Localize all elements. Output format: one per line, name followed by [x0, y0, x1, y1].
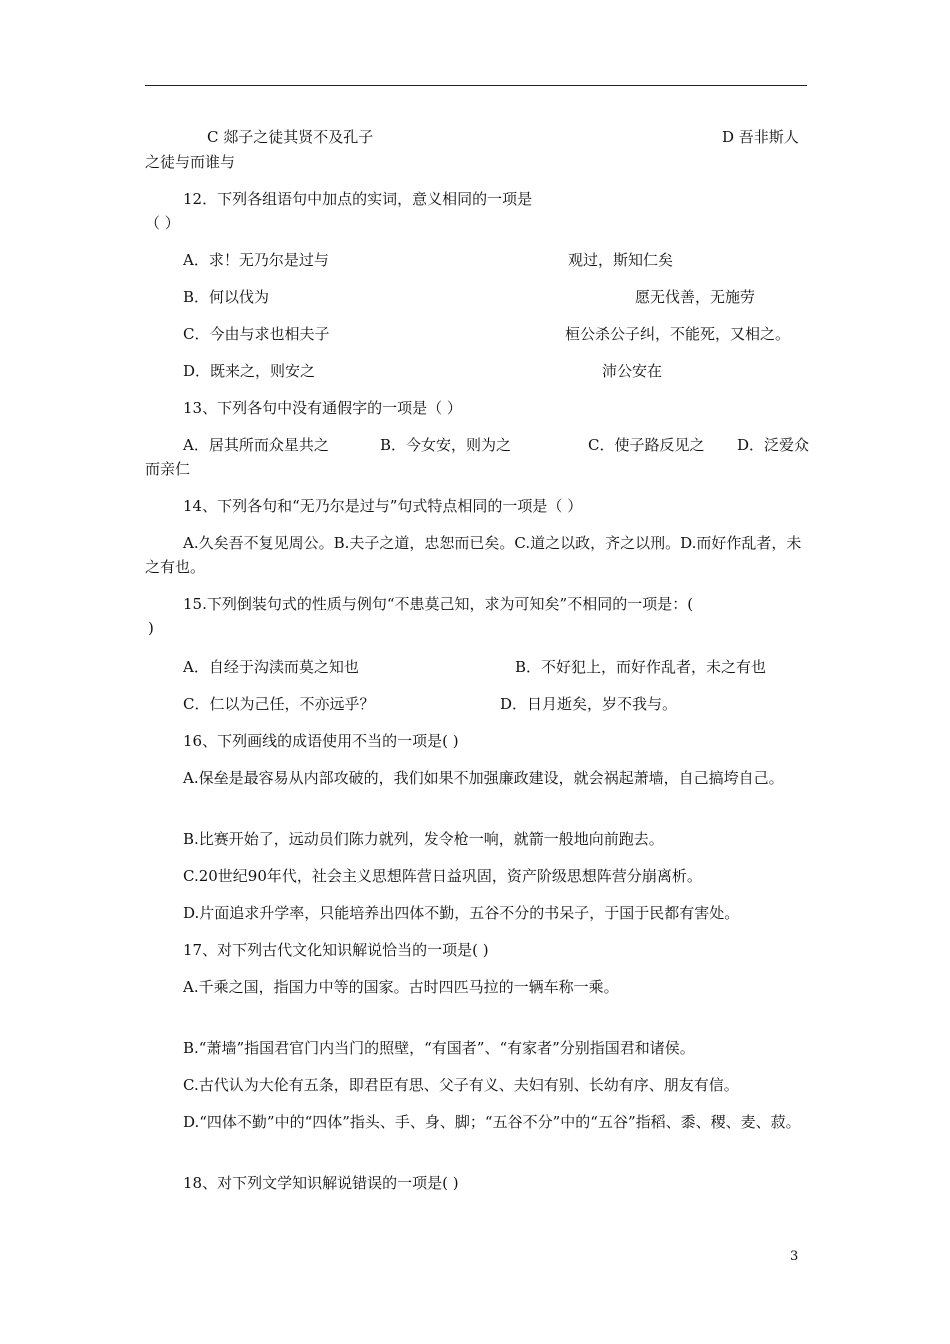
q17-stem: 17、对下列古代文化知识解说恰当的一项是( ) — [183, 941, 489, 959]
q14-stem: 14、下列各句和“无乃尔是过与”句式特点相同的一项是（ ） — [183, 497, 583, 515]
q13-stem: 13、下列各句中没有通假字的一项是（ ） — [183, 399, 462, 417]
q15-option-c: C．仁以为己任，不亦远乎？ — [183, 695, 375, 713]
q17-option-c: C.古代认为大伦有五条，即君臣有思、父子有义、夫妇有别、长幼有序、朋友有信。 — [183, 1076, 739, 1094]
q12-option-d-right: 沛公安在 — [602, 362, 663, 380]
q16-stem: 16、下列画线的成语使用不当的一项是( ) — [183, 732, 459, 750]
q12-answer-paren: （ ） — [145, 214, 180, 232]
q13-option-c: C．使子路反见之 — [588, 436, 705, 454]
q15-option-b: B．不好犯上，而好作乱者，未之有也 — [515, 658, 767, 676]
q15-option-d: D．日月逝矣，岁不我与。 — [500, 695, 678, 713]
q13-option-d: D．泛爱众 — [737, 436, 810, 454]
q15-option-a: A．自经于沟渎而莫之知也 — [183, 658, 359, 676]
q17-option-a: A.千乘之国，指国力中等的国家。古时四匹马拉的一辆车称一乘。 — [183, 978, 619, 996]
q12-option-c-left: C．今由与求也相夫子 — [183, 325, 330, 343]
q13-option-a: A．居其所而众星共之 — [183, 436, 329, 454]
q18-stem: 18、对下列文学知识解说错误的一项是( ) — [183, 1174, 459, 1192]
q14-options: A.久矣吾不复见周公。B.夫子之道，忠恕而已矣。C.道之以政，齐之以刑。D.而好作乱者，未之有也。 — [145, 534, 802, 576]
q16-option-d: D.片面追求升学率，只能培养出四体不勤，五谷不分的书呆子，于国于民都有害处。 — [183, 904, 740, 922]
q11-option-d-continuation: 之徒与而谁与 — [145, 153, 236, 171]
q17-option-d: D.“四体不勤”中的“四体”指头、手、身、脚；“五谷不分”中的“五谷”指稻、黍、稷、麦、菽。 — [183, 1113, 801, 1131]
q11-option-c: C 郯子之徒其贤不及孔子 — [207, 128, 374, 146]
q16-option-b: B.比赛开始了，远动员们陈力就列，发令枪一响，就箭一般地向前跑去。 — [183, 830, 664, 848]
q12-option-b-left: B．何以伐为 — [183, 288, 270, 306]
q13-option-d-continuation: 而亲仁 — [145, 460, 191, 478]
q17-option-b: B.“萧墙”指国君官门内当门的照壁，“有国者”、“有家者”分别指国君和诸侯。 — [183, 1039, 695, 1057]
q12-option-b-right: 愿无伐善，无施劳 — [635, 288, 756, 306]
q15-stem: 15.下列倒装句式的性质与例句“不患莫己知，求为可知矣”不相同的一项是：( — [183, 595, 694, 613]
q16-option-a: A.保垒是最容易从内部攻破的，我们如果不加强廉政建设，就会祸起萧墙，自己搞垮自己。 — [183, 769, 784, 787]
q12-stem: 12．下列各组语句中加点的实词，意义相同的一项是 — [183, 190, 533, 208]
q12-option-a-left: A．求！无乃尔是过与 — [183, 251, 329, 269]
page-number: 3 — [790, 1249, 799, 1264]
q12-option-a-right: 观过，斯知仁矣 — [568, 251, 674, 269]
q11-option-d: D 吾非斯人 — [722, 128, 799, 146]
header-rule — [145, 85, 807, 86]
q12-option-c-right: 桓公杀公子纠，不能死，又相之。 — [565, 325, 791, 343]
q16-option-c: C.20世纪90年代，社会主义思想阵营日益巩固，资产阶级思想阵营分崩离析。 — [183, 867, 702, 885]
q15-stem-continuation: ) — [148, 619, 154, 637]
q13-option-b: B．今女安，则为之 — [380, 436, 512, 454]
q12-option-d-left: D．既来之，则安之 — [183, 362, 316, 380]
